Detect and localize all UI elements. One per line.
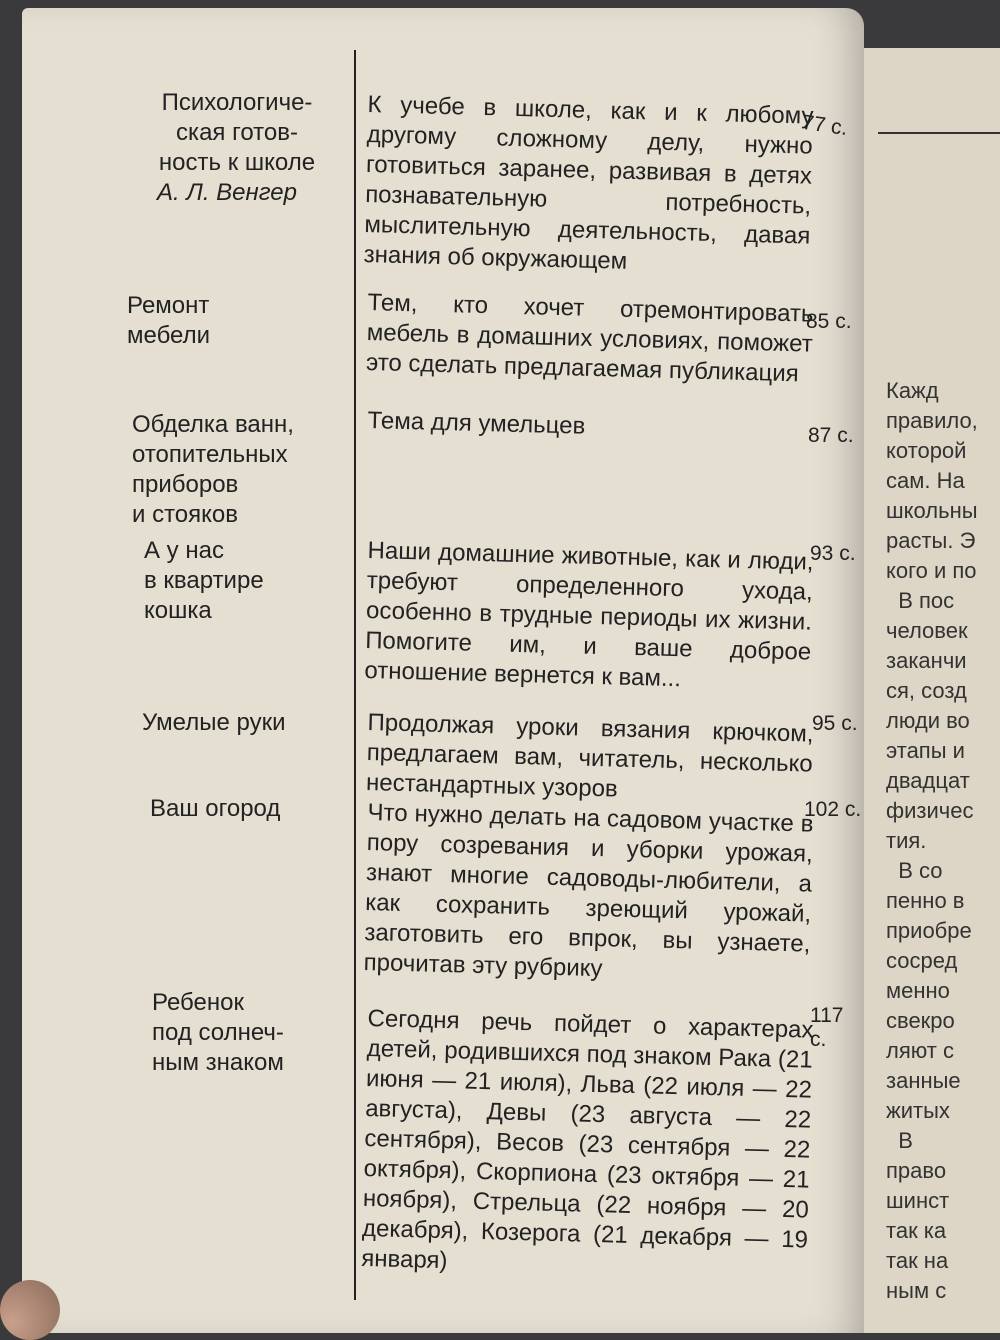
entry-page: 117 с.	[810, 1004, 844, 1051]
entry-description: Сегодня речь пойдет о характерах детей, родившихся под знаком Рака (21 июня — 21 июля), Льва (22 июля — 22 августа), Девы (23 августа — 22 сентября), Весов (23 сентября — 22 октября), Скорпиона (23 октября — 21 ноября), Стрельца (22 ноября — 20 декабря), Козерога (21 декабря — 19 января)	[360, 1004, 814, 1275]
entry-description: К учебе в школе, как и к любому другому сложному делу, нужно готовиться заранее, развивая в детях познавательную потребность, мыслительную деятельность, давая знания об окружающем	[363, 90, 814, 275]
entry-page: 77 с.	[800, 110, 849, 141]
entry-title: Психологиче- ская готов- ность к школе	[158, 89, 316, 176]
entry-title: А у нас в квартире кошка	[144, 537, 264, 624]
entry-description: Тема для умельцев	[367, 406, 586, 440]
entry-title: Ваш огород	[150, 795, 281, 822]
entry-page: 85 с.	[806, 310, 852, 333]
entry-page: 87 с.	[808, 424, 854, 447]
right-page-rule	[878, 132, 1000, 134]
entry-title: Умелые руки	[142, 709, 286, 736]
entry-title: Обделка ванн, отопительных приборов и стояков	[132, 411, 294, 528]
entry-page: 95 с.	[812, 712, 858, 735]
entry-description: Продолжая уроки вязания крючком, предлагаем вам, читатель, несколько нестандартных узоров	[365, 708, 814, 803]
entry-page: 93 с.	[810, 542, 856, 565]
entry-description: Наши домашние животные, как и люди, требуют определенного ухода, особенно в трудные периоды их жизни. Помогите им, и ваше доброе отношение вернется к вам...	[364, 536, 814, 693]
right-page	[850, 48, 1000, 1333]
thumb-shadow	[0, 1280, 60, 1340]
entry-description: Тем, кто хочет отремонтировать мебель в домашних условиях, поможет это сделать предлагаемая публикация	[365, 288, 814, 388]
entry-author: А. Л. Венгер	[157, 179, 297, 206]
entry-title: Ремонт мебели	[127, 292, 211, 349]
entry-title: Ребенок под солнеч- ным знаком	[152, 989, 284, 1076]
left-page	[22, 8, 864, 1333]
right-page-text: Кажд правило, которой сам. На школьны расты. Э кого и по В пос человек заканчи ся, созд люди во этапы и двадцат физичес тия. В со пенно в приобре сосред менно свекро ляют с занные житых В право шинст так ка так на ным с	[886, 378, 978, 1303]
entry-page: 102 с.	[804, 798, 862, 821]
entry-description: Что нужно делать на садовом участке в пору созревания и уборки урожая, знают многие садоводы-любители, а как сохранить зреющий урожай, заготовить его впрок, вы узнаете, прочитав эту рубрику	[363, 798, 814, 983]
column-divider	[354, 50, 356, 1300]
